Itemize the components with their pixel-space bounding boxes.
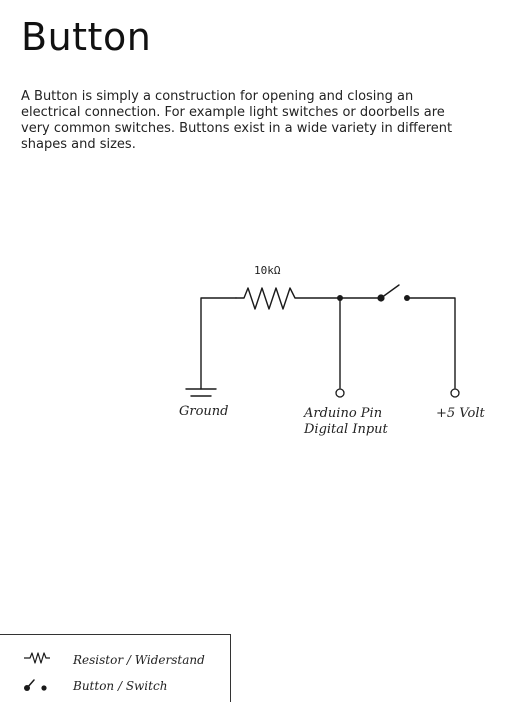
digital-input-label: Digital Input [304, 422, 388, 437]
legend [0, 634, 231, 702]
ground-label: Ground [179, 404, 229, 419]
ground-symbol [186, 389, 216, 396]
legend-item-switch [0, 676, 230, 696]
junction-dot [337, 295, 343, 301]
legend-label: Button / Switch [73, 679, 168, 693]
switch-contact-left [377, 294, 384, 301]
page-description: A Button is simply a construction for opening and closing an electrical connection. For example light switches or doorbells are very common switches. Buttons exist in a wide variety in different shapes and sizes. [21, 89, 453, 152]
arduino-pin-label: Arduino Pin [304, 406, 383, 421]
legend-label: Resistor / Widerstand [73, 653, 205, 667]
resistor-icon [22, 650, 52, 666]
switch-icon [22, 676, 52, 692]
volt-label: +5 Volt [436, 406, 485, 421]
page-title: Button [21, 15, 152, 59]
legend-item-resistor [0, 650, 230, 670]
ground-wire [201, 298, 236, 389]
resistor-symbol [236, 288, 340, 309]
volt-terminal [451, 389, 459, 397]
switch-contact-right [404, 295, 410, 301]
resistor-value-label: 10kΩ [254, 264, 281, 277]
arduino-pin-terminal [336, 389, 344, 397]
switch-wire-right [407, 298, 455, 388]
